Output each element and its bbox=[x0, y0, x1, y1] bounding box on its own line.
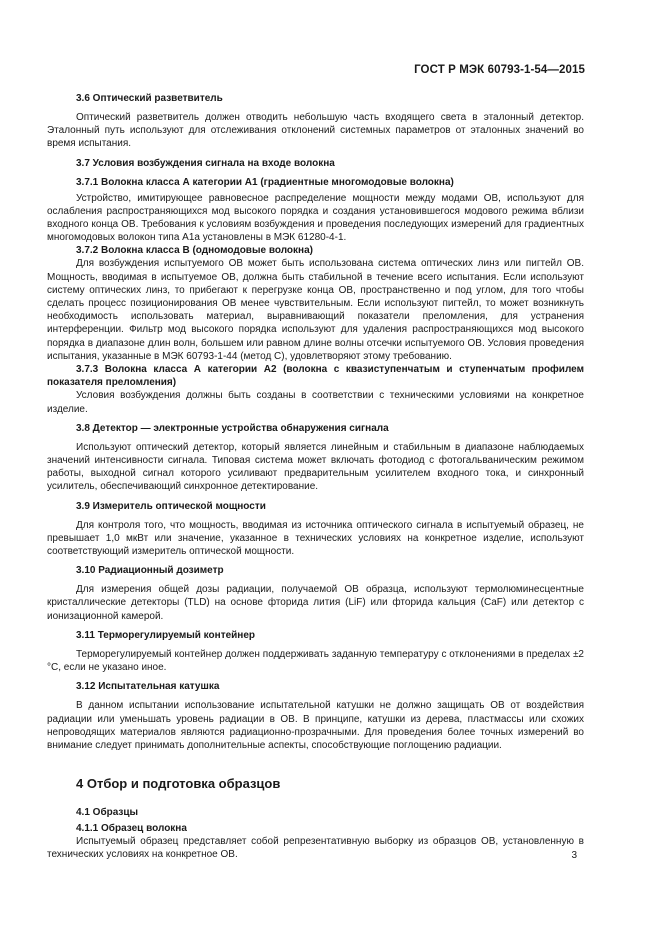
section-text-3-7-1: Устройство, имитирующее равновесное распределение мощности между модами ОВ, используют для ослабления распространяющихся мод высокого порядка и создания установившегося модового режима вблизи входного конца ОВ. Требования к условиям возбуждения и проведения последующих измерений для градиентных многомодовых волокон типа А1а установлены в МЭК 61280-4-1. bbox=[47, 192, 584, 244]
document-header: ГОСТ Р МЭК 60793-1-54—2015 bbox=[414, 64, 585, 76]
page-content bbox=[47, 92, 584, 862]
section-text-3-8: Используют оптический детектор, который является линейным и стабильным в диапазоне наблюдаемых значений интенсивности сигнала. Типовая система может включать фотодиод с фотогальваническим режимом работы, выходной сигнал которого усиливают предварительным усилителем входного тока, и синхронный усилитель, обеспечивающий синхронное детектирование. bbox=[47, 441, 584, 493]
section-heading-3-12: 3.12 Испытательная катушка bbox=[76, 681, 220, 693]
section-text-3-10: Для измерения общей дозы радиации, получаемой ОВ образца, используют термолюминесцентные кристаллические детекторы (TLD) на основе фторида лития (LiF) или фторида кальция (CaF) или детектор с ионизационной камерой. bbox=[47, 584, 584, 622]
section-heading-3-10: 3.10 Радиационный дозиметр bbox=[76, 565, 224, 577]
section-text-3-7-2: Для возбуждения испытуемого ОВ может быть использована система оптических линз или пигтейл ОВ. Мощность, вводимая в испытуемое ОВ, должна быть стабильной в течение всего испытания. Если используют систему оптических линз, то прибегают к перегрузке конца ОВ, пространственно и под углом, для того чтобы сделать процесс позиционирования ОВ менее чувствительным. Если используют пигтейл, то может возникнуть необходимость использовать материал, выравнивающий показатели преломления, для устранения интерференции. Фильтр мод высокого порядка используют для удаления распространяющихся мод высокого порядка в диапазоне длин волн, большем или равном длине волны отсечки испытуемого ОВ. Условия проведения испытания, указанные в МЭК 60793-1-44 (метод С), удовлетворяют этому требованию. bbox=[47, 258, 584, 362]
section-text-3-9: Для контроля того, что мощность, вводимая из источника оптического сигнала в испытуемый образец, не превышает 1,0 мкВт или значение, указанное в технических условиях на конкретное изделие, используют соответствующий измеритель оптической мощности. bbox=[47, 519, 584, 558]
section-text-3-12: В данном испытании использование испытательной катушки не должно защищать ОВ от воздействия радиации или уменьшать уровень радиации в ОВ. В принципе, катушки из дерева, пластмассы или схожих непроводящих материалов являются радиационно-прозрачными. Для проведения более точных измерений во внимание следует принимать дополнительные аспекты, способствующие поглощению радиации. bbox=[47, 700, 584, 751]
section-heading-3-11: 3.11 Терморегулируемый контейнер bbox=[76, 629, 256, 641]
section-heading-3-7: 3.7 Условия возбуждения сигнала на входе волокна bbox=[76, 157, 335, 169]
section-heading-3-8: 3.8 Детектор — электронные устройства обнаружения сигнала bbox=[76, 422, 389, 434]
section-heading-3-9: 3.9 Измеритель оптической мощности bbox=[76, 500, 266, 512]
section-text-3-11: Терморегулируемый контейнер должен поддерживать заданную температуру с отклонениями в пределах ±2 °С, если не указано иное. bbox=[47, 648, 584, 674]
section-heading-3-7-3: 3.7.3 Волокна класса А категории А2 (волокна с квазиступенчатым и ступенчатым профилем показателя преломления) bbox=[47, 364, 584, 389]
section-text-3-6: Оптический разветвитель должен отводить небольшую часть входящего света в эталонный детектор. Эталонный путь используют для отслеживания отклонений системных параметров от эталонных значений во время испытания. bbox=[47, 112, 584, 150]
section-text-3-7-3: Условия возбуждения должны быть созданы в соответствии с техническими условиями на конкретное изделие. bbox=[47, 390, 584, 415]
section-heading-3-7-1: 3.7.1 Волокна класса А категории А1 (градиентные многомодовые волокна) bbox=[76, 176, 454, 188]
page-number: 3 bbox=[571, 850, 577, 861]
section-text-4-1-1: Испытуемый образец представляет собой репрезентативную выборку из образцов ОВ, установленную в технических условиях на конкретное ОВ. bbox=[47, 836, 584, 861]
section-heading-4-1-1: 4.1.1 Образец волокна bbox=[76, 823, 187, 835]
section-heading-3-7-2: 3.7.2 Волокна класса В (одномодовые волокна) bbox=[76, 245, 313, 257]
section-heading-3-6: 3.6 Оптический разветвитель bbox=[76, 93, 223, 104]
section-heading-4-1: 4.1 Образцы bbox=[76, 807, 139, 819]
chapter-heading-4: 4 Отбор и подготовка образцов bbox=[76, 776, 281, 792]
